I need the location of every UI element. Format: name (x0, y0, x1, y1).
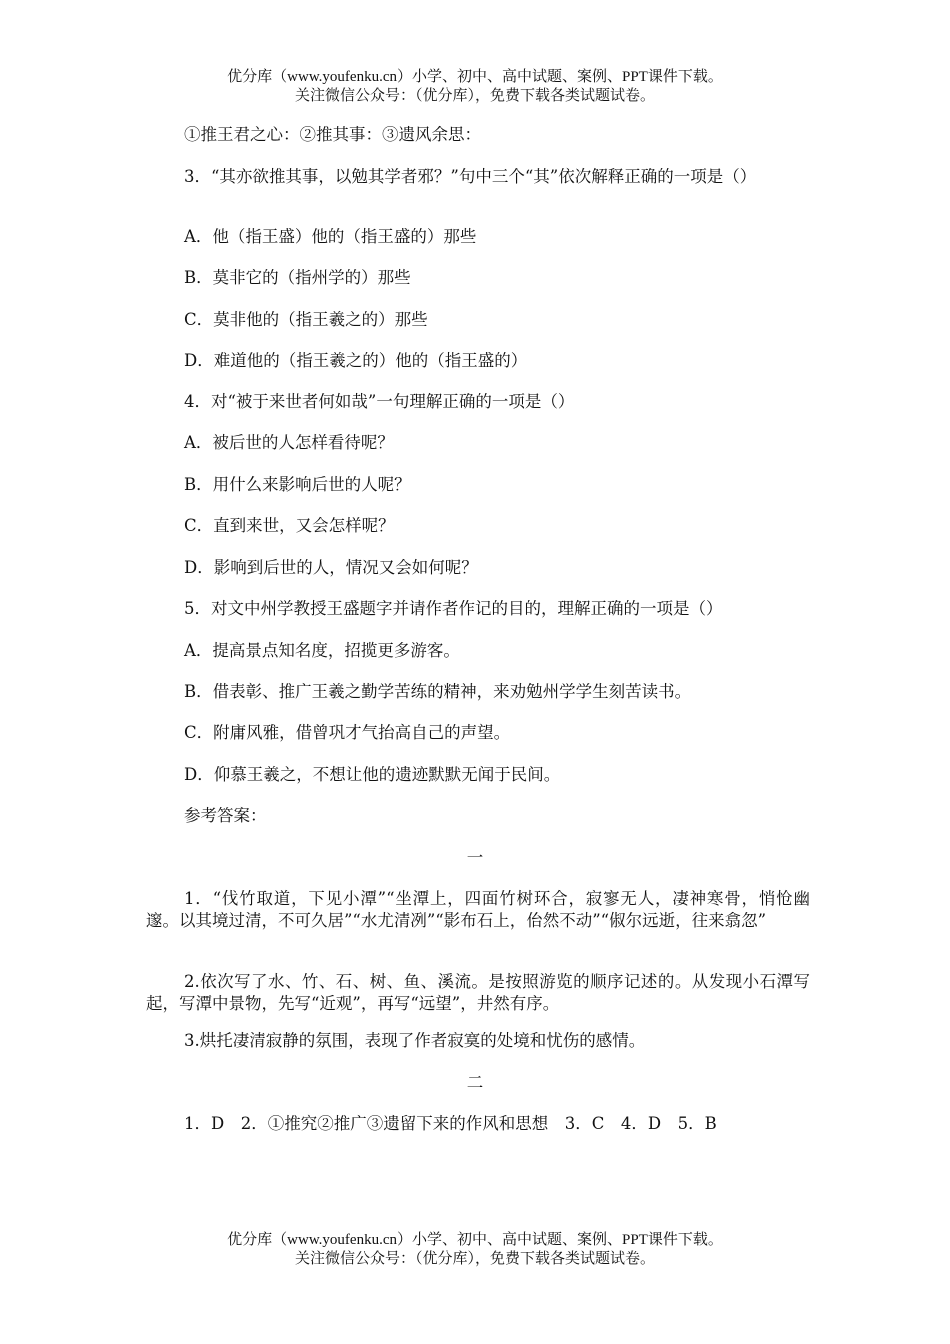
question-3-option-b: B．莫非它的（指州学的）那些 (184, 268, 411, 287)
page-footer (0, 1231, 950, 1269)
footer-line-1: 优分库（www.youfenku.cn）小学、初中、高中试题、案例、PPT课件下载。 (227, 1232, 723, 1248)
answer-1: 1．“伐竹取道，下见小潭”“坐潭上，四面竹树环合，寂寥无人，凄神寒骨，悄怆幽邃。以其境过清，不可久居”“水尤清冽”“影布石上，佁然不动”“俶尔远逝，往来翕忽” (146, 889, 810, 930)
question-4-option-d: D．影响到后世的人，情况又会如何呢？ (184, 558, 478, 577)
question-4-option-c: C．直到来世，又会怎样呢？ (184, 516, 395, 535)
question-3-option-c: C．莫非他的（指王羲之的）那些 (184, 310, 428, 329)
answers-title: 参考答案： (184, 806, 267, 825)
footer-line-2: 关注微信公众号：（优分库），免费下载各类试题试卷。 (294, 1251, 655, 1267)
question-5-option-a: A．提高景点知名度，招揽更多游客。 (184, 641, 460, 660)
question-5-option-c: C．附庸风雅，借曾巩才气抬高自己的声望。 (184, 723, 511, 742)
header-line-2: 关注微信公众号：（优分库），免费下载各类试题试卷。 (294, 88, 655, 104)
question-4-option-a: A．被后世的人怎样看待呢？ (184, 433, 394, 452)
lead-items: ①推王君之心：②推其事：③遗风余思： (184, 125, 481, 144)
question-3-option-a: A．他（指王盛）他的（指王盛的）那些 (184, 227, 477, 246)
question-5-option-d: D．仰慕王羲之，不想让他的遗迹默默无闻于民间。 (184, 765, 561, 784)
question-4-option-b: B．用什么来影响后世的人呢？ (184, 475, 411, 494)
question-3: 3．“其亦欲推其事，以勉其学者邪？”句中三个“其”依次解释正确的一项是（） (184, 167, 757, 186)
answer-2: 2.依次写了水、竹、石、树、鱼、溪流。是按照游览的顺序记述的。从发现小石潭写起，写潭中景物，先写“近观”，再写“远望”，井然有序。 (146, 972, 810, 1013)
page-header (0, 68, 950, 106)
question-4: 4．对“被于来世者何如哉”一句理解正确的一项是（） (184, 392, 575, 411)
question-5: 5．对文中州学教授王盛题字并请作者作记的目的，理解正确的一项是（） (184, 599, 723, 618)
section-heading-2: 二 (466, 1073, 484, 1092)
question-5-option-b: B．借表彰、推广王羲之勤学苦练的精神，来劝勉州学学生刻苦读书。 (184, 682, 692, 701)
header-line-1: 优分库（www.youfenku.cn）小学、初中、高中试题、案例、PPT课件下载。 (227, 69, 723, 85)
question-3-option-d: D．难道他的（指王羲之的）他的（指王盛的） (184, 351, 528, 370)
answer-3: 3.烘托凄清寂静的氛围，表现了作者寂寞的处境和忧伤的感情。 (184, 1031, 646, 1050)
answers-section-2: 1．D 2．①推究②推广③遗留下来的作风和思想 3．C 4．D 5．B (184, 1114, 717, 1133)
section-heading-1: 一 (466, 848, 484, 867)
